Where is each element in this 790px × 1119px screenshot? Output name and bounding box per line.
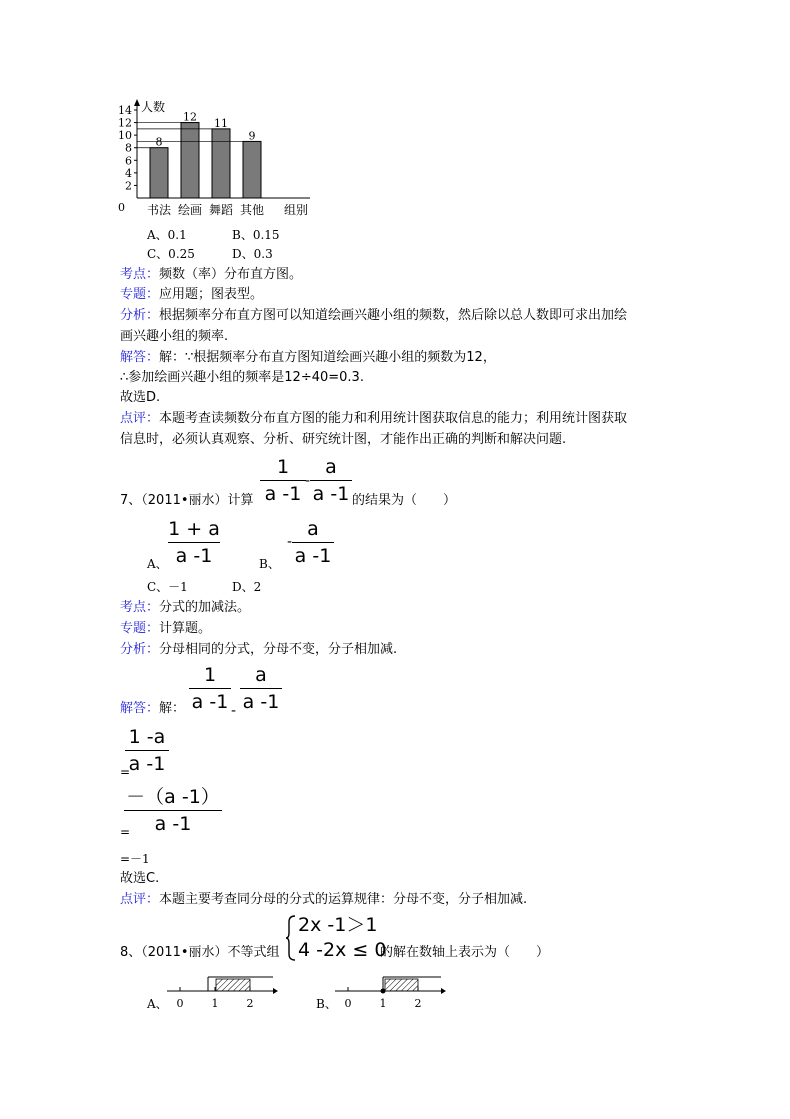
category-label: 舞蹈 — [208, 203, 234, 217]
tick-label-0: 0 — [344, 997, 352, 1010]
dianping-label: 点评： — [120, 411, 160, 426]
y-tick-label: 12 — [118, 116, 132, 130]
category-label: 绘画 — [177, 203, 203, 217]
q7-option-b-label: B、 — [259, 557, 280, 571]
q8-suffix: 的解在数轴上表示为（ ） — [380, 945, 550, 960]
q7-option-b-minus: - — [287, 534, 293, 550]
q6-jieda-line3: 故选D. — [120, 390, 161, 405]
jieda-label: 解答： — [120, 350, 160, 365]
q6-zhuanti — [120, 286, 263, 304]
y-tick-label: 10 — [118, 129, 132, 143]
zhuanti-text: 计算题。 — [159, 621, 212, 636]
x-axis-label: 组别 — [283, 203, 309, 217]
q7-step1-fraction-1 — [189, 664, 231, 713]
q6-fenxi — [120, 307, 627, 325]
q6-option-b: B、0.15 — [232, 228, 280, 242]
kaodian-label: 考点： — [120, 600, 160, 615]
q6-dianping-line2: 信息时，必须认真观察、分析、研究统计图，才能作出正确的判断和解决问题. — [120, 432, 567, 447]
q8-option-a-number-line — [165, 974, 280, 1014]
bar — [181, 123, 199, 198]
q7-jieda — [120, 700, 185, 718]
denominator: a -1 — [191, 691, 229, 713]
jieda-prefix: 解： — [159, 701, 186, 716]
zhuanti-label: 专题： — [120, 287, 160, 302]
numerator: 1 + a — [168, 518, 220, 540]
q7-fraction-1 — [260, 456, 306, 505]
zhuanti-text: 应用题；图表型。 — [159, 287, 264, 302]
fenxi-text: 分母相同的分式，分母不变，分子相加减. — [159, 642, 398, 657]
fenxi-label: 分析： — [120, 642, 160, 657]
bar-value-label: 9 — [248, 129, 256, 143]
kaodian-label: 考点： — [120, 267, 160, 282]
q7-minus: - — [305, 473, 311, 489]
dianping-text: 本题主要考查同分母的分式的运算规律：分母不变，分子相加减. — [159, 892, 528, 907]
category-label: 其他 — [239, 203, 265, 217]
kaodian-text: 分式的加减法。 — [159, 600, 251, 615]
bar-chart — [110, 98, 330, 222]
q7-zhuanti — [120, 620, 211, 638]
q7-option-a-label: A、 — [147, 557, 168, 571]
bar-value-label: 11 — [214, 116, 228, 130]
q7-step1-minus: - — [231, 703, 237, 719]
brace-icon — [285, 914, 297, 962]
fenxi-line1: 根据频率分布直方图可以知道绘画兴趣小组的频数，然后除以总人数即可求出加绘 — [159, 308, 628, 323]
dianping-line1: 本题考查读频数分布直方图的能力和利用统计图获取信息的能力；利用统计图获取 — [159, 411, 628, 426]
denominator: a -1 — [242, 691, 280, 713]
denominator: a -1 — [312, 483, 350, 505]
denominator: a -1 — [264, 483, 302, 505]
q7-option-a-fraction — [168, 518, 220, 567]
y-tick-label: 8 — [125, 141, 132, 155]
tick-label-0: 0 — [176, 997, 184, 1010]
q6-dianping — [120, 410, 627, 428]
q7-step4: =－1 — [120, 852, 150, 866]
q8-option-a-label: A、 — [147, 997, 168, 1011]
q7-step2-eq: = — [120, 765, 131, 779]
tick-label-1: 1 — [211, 997, 219, 1010]
q7-step3-eq: = — [120, 825, 131, 839]
bar — [243, 141, 261, 198]
denominator: a -1 — [154, 813, 192, 835]
tick-label-1: 1 — [379, 997, 387, 1010]
q7-prefix: 7、（2011•丽水）计算 — [120, 493, 254, 508]
denominator: a -1 — [128, 753, 166, 775]
q7-option-b-fraction — [292, 518, 334, 567]
q7-option-c: C、－1 — [147, 580, 188, 594]
q7-kaodian — [120, 599, 250, 617]
q7-step2-fraction — [125, 726, 169, 775]
q8-option-b-number-line — [333, 974, 448, 1014]
q8-inequality-1: 2x -1＞1 — [298, 914, 378, 936]
y-tick-label: 6 — [125, 154, 132, 168]
y-tick-label: 14 — [118, 104, 132, 117]
numerator: a — [325, 456, 337, 478]
q8-prefix: 8、（2011•丽水）不等式组 — [120, 945, 280, 960]
numerator: 1 — [276, 456, 290, 478]
denominator: a -1 — [294, 545, 332, 567]
q7-step1-fraction-2 — [240, 664, 282, 713]
q7-dianping — [120, 891, 527, 909]
dianping-label: 点评： — [120, 892, 160, 907]
numerator: a — [307, 518, 319, 540]
q7-conclusion: 故选C. — [120, 871, 160, 886]
q7-fraction-2 — [310, 456, 352, 505]
bar — [212, 129, 230, 198]
q6-fenxi-line2: 画兴趣小组的频率. — [120, 329, 229, 344]
jieda-line1: 解：∵根据频率分布直方图知道绘画兴趣小组的频数为12， — [159, 350, 496, 365]
y-tick-label: 4 — [125, 166, 132, 180]
y-tick-label: 0 — [118, 201, 125, 214]
q6-option-a: A、0.1 — [147, 228, 187, 242]
y-axis-arrow — [134, 99, 140, 106]
category-label: 书法 — [146, 203, 172, 217]
zhuanti-label: 专题： — [120, 621, 160, 636]
denominator: a -1 — [175, 545, 213, 567]
numerator: 1 -a — [128, 726, 166, 748]
q6-option-d: D、0.3 — [232, 247, 273, 261]
q6-jieda — [120, 349, 496, 367]
q8-option-b-label: B、 — [316, 997, 337, 1011]
q7-fenxi — [120, 641, 397, 659]
bar-value-label: 8 — [155, 135, 163, 149]
q8-inequality-2: 4 -2x ≤ 0 — [298, 939, 387, 961]
q6-kaodian — [120, 266, 302, 284]
q6-jieda-line2: ∴参加绘画兴趣小组的频率是12÷40=0.3. — [120, 370, 364, 385]
jieda-label: 解答： — [120, 701, 160, 716]
numerator: －（a -1） — [126, 786, 220, 808]
numerator: a — [255, 664, 267, 686]
q7-step3-fraction — [124, 786, 222, 835]
tick-label-2: 2 — [414, 997, 422, 1010]
q7-suffix: 的结果为（ ） — [352, 493, 457, 508]
bar — [150, 148, 168, 198]
y-axis-label: 人数 — [141, 100, 166, 114]
q7-option-d: D、2 — [232, 580, 262, 594]
kaodian-text: 频数（率）分布直方图。 — [159, 267, 303, 282]
y-tick-label: 2 — [125, 179, 132, 193]
bar-value-label: 12 — [183, 110, 197, 124]
q6-option-c: C、0.25 — [147, 247, 195, 261]
fenxi-label: 分析： — [120, 308, 160, 323]
tick-label-2: 2 — [246, 997, 254, 1010]
numerator: 1 — [203, 664, 217, 686]
